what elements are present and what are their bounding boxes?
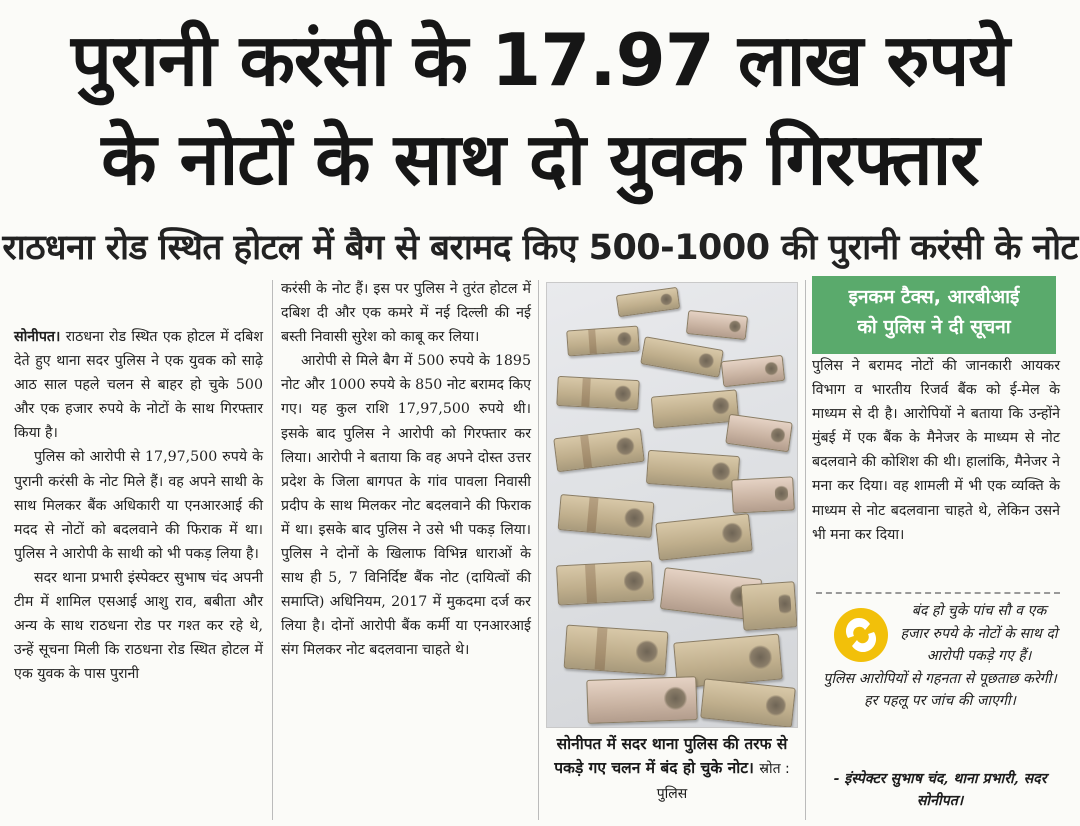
article-column-2: [281, 277, 531, 663]
paragraph: पुलिस को आरोपी से 17,97,500 रुपये के पुरानी करंसी के नोट मिले हैं। वह अपने साथी के साथ मिलकर बैंक अधिकारी या एनआरआई की मदद से नोटों को बदलवाने की फिराक में था। पुलिस ने आरोपी के साथी को भी पकड़ लिया है।: [14, 449, 263, 562]
quote-part-2: पुलिस आरोपियों से गहनता से पूछताछ करेगी। हर पहलू पर जांच की जाएगी।: [823, 670, 1057, 709]
headline-line-2: के नोटों के साथ दो युवक गिरफ्तार: [101, 117, 979, 201]
quote-logo-icon: [834, 608, 888, 662]
sidebar-heading-line-2: को पुलिस ने दी सूचना: [857, 316, 1011, 338]
caption-text: सोनीपत में सदर थाना पुलिस की तरफ से पकड़े गए चलन में बंद हो चुके नोट।: [554, 735, 788, 777]
dateline: सोनीपत।: [14, 329, 61, 345]
seized-notes-photo: [546, 282, 798, 728]
sidebar-heading-line-1: इनकम टैक्स, आरबीआई: [848, 286, 1020, 308]
dashed-divider: [816, 592, 1060, 594]
photo-caption: [546, 732, 798, 806]
quote-part-1: बंद हो चुके पांच सौ व एक हजार रुपये के नोटों के साथ दो आरोपी पकड़े गए हैं।: [900, 603, 1058, 664]
headline-line-1: पुरानी करंसी के 17.97 लाख रुपये: [70, 18, 1010, 102]
paragraph: राठधना रोड स्थित एक होटल में दबिश देते हुए थाना सदर पुलिस ने एक युवक को साढ़े आठ साल पहले चलन से बाहर हो चुके 500 और एक हजार रुपये के नोटों के साथ गिरफ्तार किया है।: [14, 329, 263, 442]
sidebar-heading: [812, 276, 1056, 354]
paragraph: आरोपी से मिले बैग में 500 रुपये के 1895 नोट और 1000 रुपये के 850 नोट बरामद किए गए। यह कुल राशि 17,97,500 रुपये थी। इसके बाद पुलिस ने आरोपी को गिरफ्तार कर लिया। आरोपी ने बताया कि वह अपने दोस्त उत्तर प्रदेश के जिला बागपत के गांव पावला निवासी प्रदीप के साथ मिलकर नोट बदलवाने की फिराक में था। इसके बाद पुलिस ने उसे भी पकड़ लिया। पुलिस ने दोनों के खिलाफ विभिन्न धाराओं के साथ ही 5, 7 विनिर्दिष्ट बैंक नोट (दायित्वों की समाप्ति) अधिनियम, 2017 में मुकदमा दर्ज कर लिया है। दोनों आरोपी बैंक कर्मी या एनआरआई संग मिलकर नोट बदलवाना चाहते थे।: [281, 353, 531, 659]
sidebar-body: पुलिस ने बरामद नोटों की जानकारी आयकर विभाग व भारतीय रिजर्व बैंक को ई-मेल के माध्यम से दी है। आरोपियों ने बताया कि उन्होंने मुंबई में एक बैंक के मैनेजर के माध्यम से नोट बदलवाने की कोशिश की थी। हालांकि, मैनेजर ने मना कर दिया। वह शामली में भी एक व्यक्ति के माध्यम से नोट बदलवाना चाहते थे, लेकिन उसने भी मना कर दिया।: [812, 358, 1060, 543]
column-divider: [805, 280, 806, 820]
column-divider: [538, 280, 539, 820]
paragraph: सदर थाना प्रभारी इंस्पेक्टर सुभाष चंद अपनी टीम में शामिल एसआई आशु राव, बबीता और अन्य के साथ राठधना रोड पर गश्त कर रहे थे, उन्हें सूचना मिली कि राठधना रोड स्थित होटल में एक युवक के पास पुरानी: [14, 569, 263, 683]
column-divider: [272, 280, 273, 820]
article-column-1: [14, 325, 263, 686]
photo-source: स्रोत : पुलिस: [656, 761, 790, 802]
quote-attribution: - इंस्पेक्टर सुभाष चंद, थाना प्रभारी, सदर सोनीपत।: [833, 771, 1047, 809]
subheadline: राठधना रोड स्थित होटल में बैग से बरामद किए 500-1000 की पुरानी करंसी के नोट: [2, 228, 1078, 268]
paragraph: करंसी के नोट हैं। इस पर पुलिस ने तुरंत होटल में दबिश दी और एक कमरे में नई दिल्ली की नई बस्ती निवासी सुरेश को काबू कर लिया।: [281, 281, 531, 346]
